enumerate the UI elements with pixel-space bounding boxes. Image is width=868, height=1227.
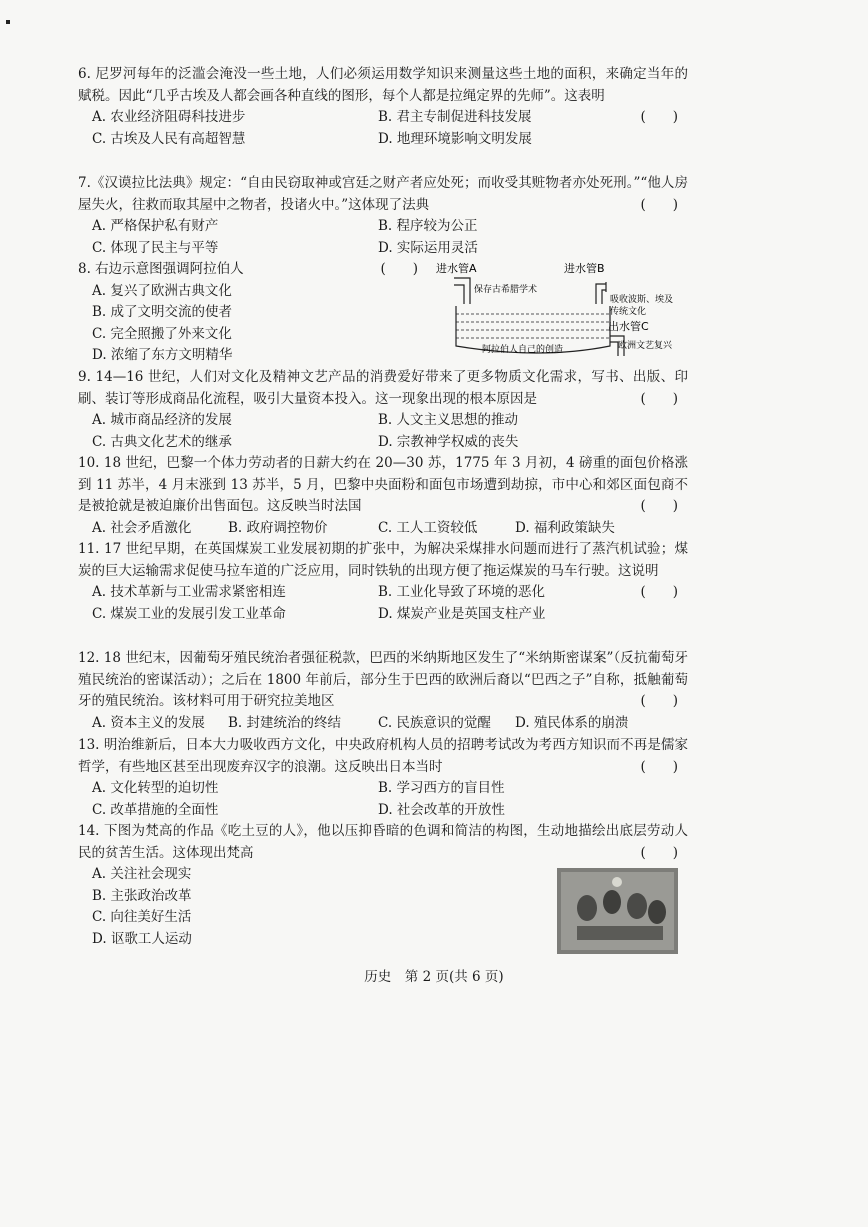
pipe-c-caption: 欧洲文艺复兴	[618, 341, 673, 351]
answer-blank[interactable]: ( )	[380, 261, 418, 277]
option-a[interactable]: A. 技术革新与工业需求紧密相连	[92, 584, 286, 600]
option-c[interactable]: C. 完全照搬了外来文化	[92, 325, 232, 342]
option-c[interactable]: C. 体现了民主与平等	[92, 239, 219, 256]
option-d[interactable]: D. 福利政策缺失	[515, 519, 615, 536]
option-c[interactable]: C. 煤炭工业的发展引发工业革命	[92, 605, 286, 622]
option-d[interactable]: D. 实际运用灵活	[378, 239, 478, 256]
question-11-stem: 11. 17 世纪早期，在英国煤炭工业发展初期的扩张中，为解决采煤排水问题而进行了蒸汽机试验；煤炭的巨大运输需求促使马拉车道的广泛应用，同时铁轨的出现方便了拖运煤炭的马车行驶。这说明	[78, 541, 688, 579]
option-c[interactable]: C. 民族意识的觉醒	[378, 714, 491, 731]
option-b[interactable]: B. 主张政治改革	[92, 887, 192, 904]
option-b[interactable]: B. 成了文明交流的使者	[92, 304, 233, 320]
answer-blank[interactable]: ( )	[640, 390, 678, 407]
pipe-b-caption-1: 吸收波斯、埃及	[610, 295, 674, 305]
arab-culture-tank-diagram	[430, 258, 690, 368]
option-d[interactable]: D. 煤炭产业是英国支柱产业	[378, 605, 546, 622]
option-a[interactable]: A. 严格保护私有财产	[92, 218, 219, 234]
corner-mark	[6, 20, 10, 24]
option-d[interactable]: D. 讴歌工人运动	[92, 930, 192, 947]
potato-eaters-painting-image	[557, 868, 678, 954]
question-8	[78, 259, 418, 367]
option-c[interactable]: C. 工人工资较低	[378, 519, 478, 536]
question-7-stem: 7.《汉谟拉比法典》规定：“自由民窃取神或宫廷之财产者应处死；而收受其赃物者亦处死刑。”“他人房屋失火，往救而取其屋中之物者，投诸火中。”这体现了法典	[78, 175, 688, 213]
question-14-stem: 14. 下图为梵高的作品《吃土豆的人》，他以压抑昏暗的色调和简洁的构图，生动地描绘出底层劳动人民的贫苦生活。这体现出梵高	[78, 823, 688, 861]
question-6	[78, 64, 688, 150]
option-a[interactable]: A. 城市商品经济的发展	[92, 412, 232, 428]
inlet-b-label: 进水管B	[564, 262, 605, 275]
option-a[interactable]: A. 复兴了欧洲古典文化	[92, 282, 232, 299]
answer-blank[interactable]: ( )	[640, 758, 678, 775]
question-13	[78, 735, 688, 821]
question-7	[78, 173, 688, 259]
inlet-a-label: 进水管A	[436, 262, 477, 275]
option-b[interactable]: B. 工业化导致了环境的恶化	[378, 584, 546, 600]
option-c[interactable]: C. 古典文化艺术的继承	[92, 433, 232, 450]
option-c[interactable]: C. 古埃及人民有高超智慧	[92, 130, 246, 147]
option-b[interactable]: B. 程序较为公正	[378, 218, 478, 234]
option-a[interactable]: A. 社会矛盾激化	[92, 519, 192, 536]
answer-blank[interactable]: ( )	[640, 498, 678, 514]
question-9-stem: 9. 14—16 世纪，人们对文化及精神文艺产品的消费爱好带来了更多物质文化需求，写书、出版、印刷、装订等形成商品化流程，吸引大量资本投入。这一现象出现的根本原因是	[78, 369, 688, 407]
pipe-a-caption: 保存古希腊学术	[474, 285, 538, 295]
question-10-stem: 10. 18 世纪，巴黎一个体力劳动者的日薪大约在 20—30 苏，1775 年 3 月初，4 磅重的面包价格涨到 11 苏半，4 月末涨到 13 苏半，5 月，巴黎中央面粉和面包市场遭到劫掠，市中心和郊区面包商不是被抢就是被迫廉价出售面包。这反映当时法国	[78, 455, 688, 514]
option-b[interactable]: B. 政府调控物价	[228, 519, 328, 536]
question-11	[78, 539, 688, 625]
option-c[interactable]: C. 向往美好生活	[92, 909, 192, 925]
outlet-c-label: 出水管C	[608, 320, 649, 333]
question-10	[78, 453, 688, 539]
option-d[interactable]: D. 宗教神学权威的丧失	[378, 433, 519, 450]
option-b[interactable]: B. 人文主义思想的推动	[378, 412, 519, 428]
question-12-stem: 12. 18 世纪末，因葡萄牙殖民统治者强征税款，巴西的米纳斯地区发生了“米纳斯密谋案”（反抗葡萄牙殖民统治的密谋活动）；之后在 1800 年前后，部分生于巴西的欧洲后裔以“巴西之子”自称，抵触葡萄牙的殖民统治。该材料可用于研究拉美地区	[78, 650, 688, 709]
answer-blank[interactable]: ( )	[640, 844, 678, 861]
question-6-stem: 6. 尼罗河每年的泛滥会淹没一些土地，人们必须运用数学知识来测量这些土地的面积，来确定当年的赋税。因此“几乎古埃及人都会画各种直线的图形，每个人都是拉绳定界的先师”。这表明	[78, 66, 688, 104]
page-footer: 历史 第 2 页(共 6 页)	[364, 969, 504, 985]
answer-blank[interactable]: ( )	[640, 584, 678, 600]
pipe-b-caption-2: 传统文化	[610, 307, 647, 317]
answer-blank[interactable]: ( )	[640, 693, 678, 709]
option-b[interactable]: B. 君主专制促进科技发展	[378, 109, 532, 125]
option-d[interactable]: D. 浓缩了东方文明精华	[92, 347, 233, 363]
option-b[interactable]: B. 学习西方的盲目性	[378, 780, 505, 796]
option-d[interactable]: D. 社会改革的开放性	[378, 801, 505, 818]
option-c[interactable]: C. 改革措施的全面性	[92, 801, 219, 818]
option-d[interactable]: D. 地理环境影响文明发展	[378, 130, 532, 147]
question-13-stem: 13. 明治维新后，日本大力吸收西方文化，中央政府机构人员的招聘考试改为考西方知识而不再是儒家哲学，有些地区甚至出现废弃汉字的浪潮。这反映出日本当时	[78, 737, 688, 775]
option-a[interactable]: A. 关注社会现实	[92, 866, 192, 882]
question-8-stem: 8. 右边示意图强调阿拉伯人	[78, 261, 244, 277]
option-a[interactable]: A. 文化转型的迫切性	[92, 780, 219, 796]
option-d[interactable]: D. 殖民体系的崩溃	[515, 714, 629, 731]
question-9	[78, 367, 688, 453]
question-12	[78, 648, 688, 734]
option-a[interactable]: A. 农业经济阻碍科技进步	[92, 109, 246, 125]
answer-blank[interactable]: ( )	[640, 196, 678, 213]
answer-blank[interactable]: ( )	[640, 109, 678, 125]
tank-caption: 阿拉伯人自己的创造	[482, 345, 564, 355]
option-a[interactable]: A. 资本主义的发展	[92, 714, 205, 731]
option-b[interactable]: B. 封建统治的终结	[228, 714, 342, 731]
